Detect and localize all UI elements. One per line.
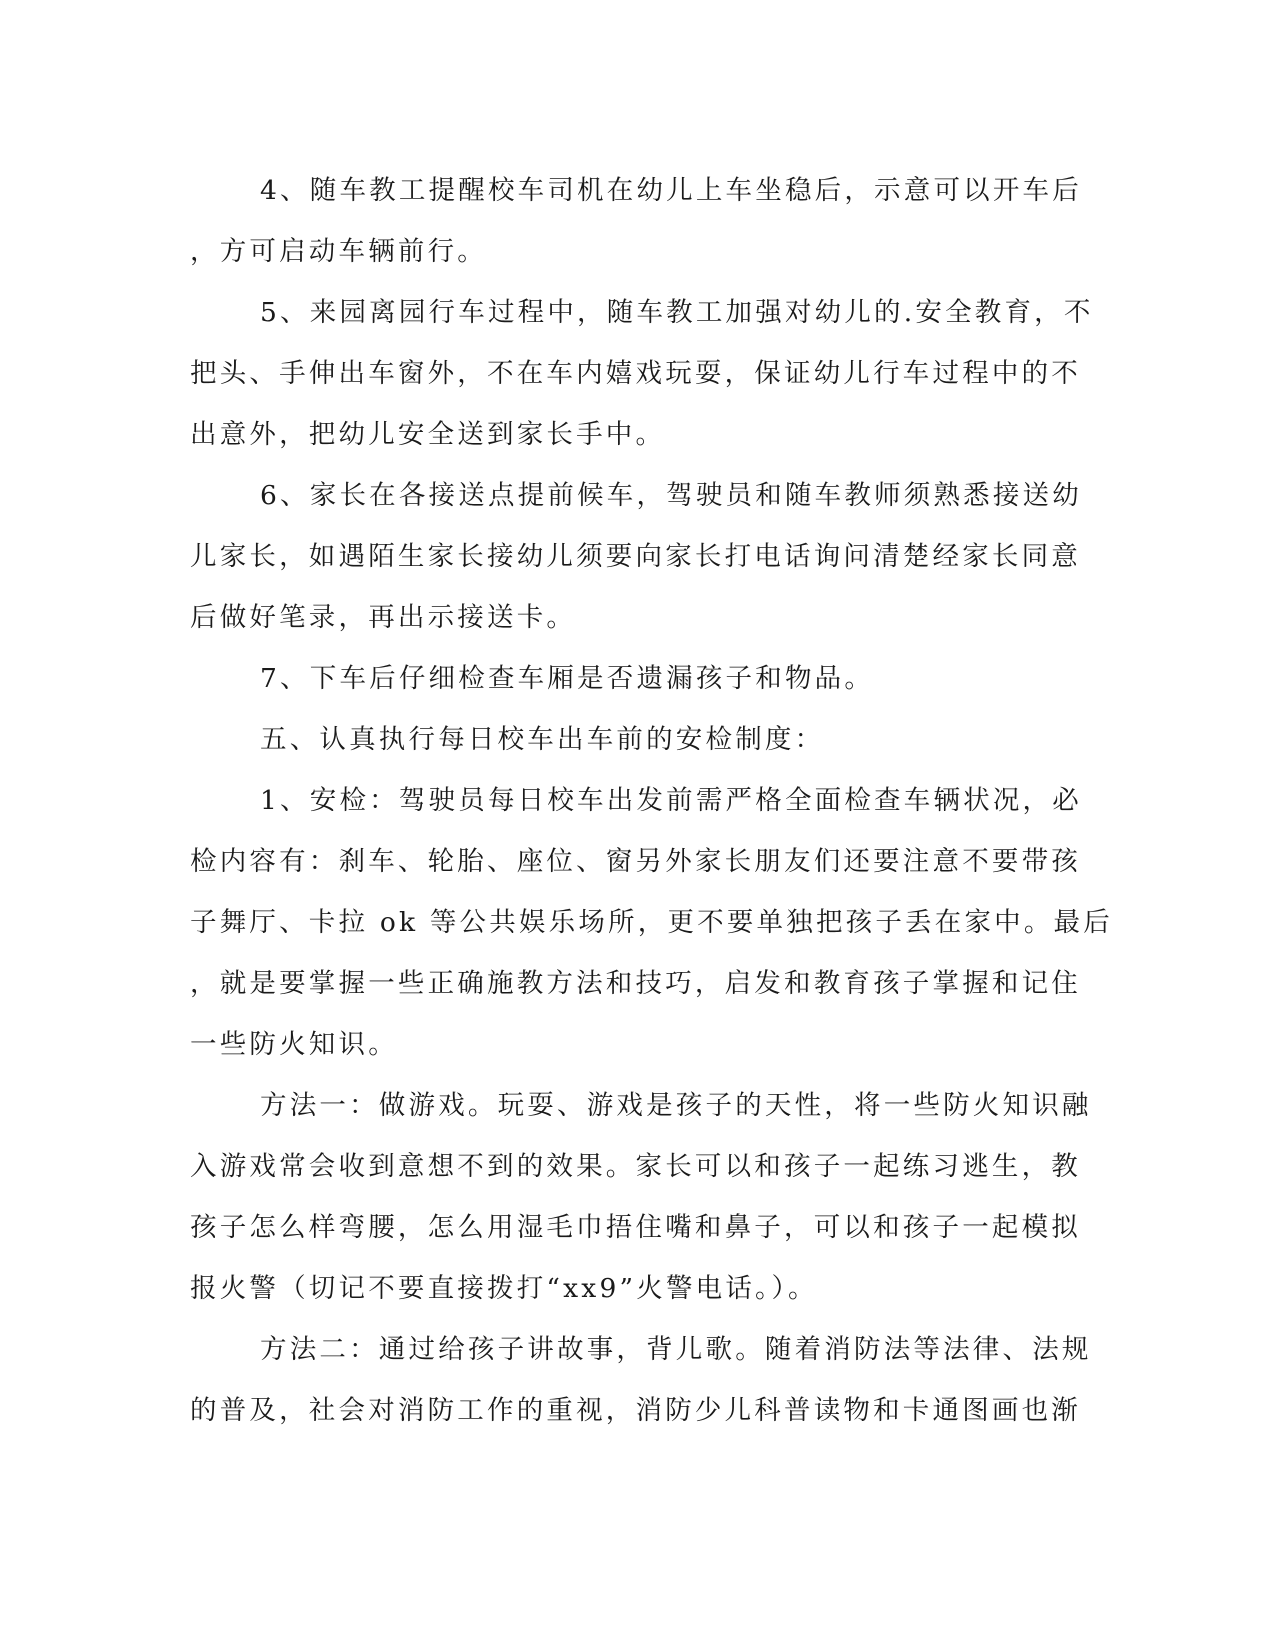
text-line: 儿家长，如遇陌生家长接幼儿须要向家长打电话询问清楚经家长同意 [190, 541, 1081, 572]
section-heading: 五、认真执行每日校车出车前的安检制度： [260, 724, 825, 755]
text-line: 一些防火知识。 [190, 1029, 398, 1060]
text-line: 检内容有：刹车、轮胎、座位、窗另外家长朋友们还要注意不要带孩 [190, 846, 1081, 877]
text-line: 方法一：做游戏。玩耍、游戏是孩子的天性，将一些防火知识融 [260, 1090, 1092, 1121]
text-line: 后做好笔录，再出示接送卡。 [190, 602, 577, 633]
paragraph-safety-check [190, 770, 1113, 1075]
text-line: 4、随车教工提醒校车司机在幼儿上车坐稳后，示意可以开车后 [260, 175, 1082, 206]
text-line: 方法二：通过给孩子讲故事，背儿歌。随着消防法等法律、法规 [260, 1334, 1092, 1365]
paragraph-4 [190, 160, 1080, 282]
text-line: 7、下车后仔细检查车厢是否遗漏孩子和物品。 [260, 663, 875, 694]
text-line: 6、家长在各接送点提前候车，驾驶员和随车教师须熟悉接送幼 [260, 480, 1082, 511]
text-line: 入游戏常会收到意想不到的效果。家长可以和孩子一起练习逃生，教 [190, 1151, 1081, 1182]
section-heading-5 [190, 709, 1080, 770]
paragraph-5 [190, 282, 1094, 465]
document-body [190, 160, 1113, 1441]
paragraph-method-2 [190, 1319, 1092, 1441]
paragraph-method-1 [190, 1075, 1092, 1319]
text-line: 出意外，把幼儿安全送到家长手中。 [190, 419, 666, 450]
text-line: ，方可启动车辆前行。 [190, 236, 487, 267]
text-line: 1、安检：驾驶员每日校车出发前需严格全面检查车辆状况，必 [260, 785, 1082, 816]
text-line: 孩子怎么样弯腰，怎么用湿毛巾捂住嘴和鼻子，可以和孩子一起模拟 [190, 1212, 1081, 1243]
text-line: ，就是要掌握一些正确施教方法和技巧，启发和教育孩子掌握和记住 [190, 968, 1081, 999]
paragraph-6 [190, 465, 1080, 648]
text-line: 报火警（切记不要直接拨打“xx9”火警电话。）。 [190, 1273, 818, 1304]
text-line: 5、来园离园行车过程中，随车教工加强对幼儿的.安全教育，不 [260, 297, 1094, 328]
text-line: 子舞厅、卡拉 ok 等公共娱乐场所，更不要单独把孩子丢在家中。最后 [190, 907, 1113, 938]
text-line: 的普及，社会对消防工作的重视，消防少儿科普读物和卡通图画也渐 [190, 1395, 1081, 1426]
paragraph-7 [190, 648, 1080, 709]
text-line: 把头、手伸出车窗外，不在车内嬉戏玩耍，保证幼儿行车过程中的不 [190, 358, 1081, 389]
